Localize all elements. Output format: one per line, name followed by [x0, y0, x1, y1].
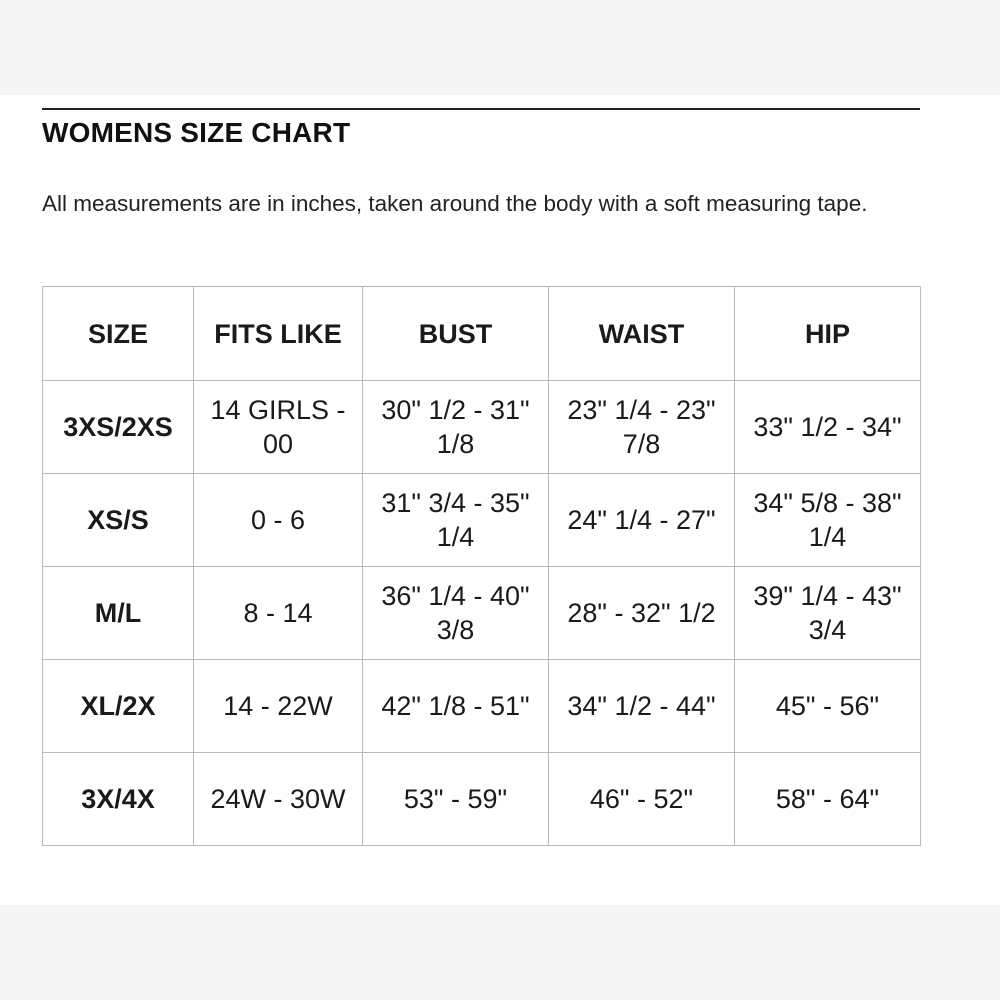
- table-header-row: [43, 287, 921, 381]
- cell-fits-like: 0 - 6: [194, 474, 363, 567]
- table-row: [43, 474, 921, 567]
- header-fits-like: FITS LIKE: [194, 287, 363, 381]
- cell-waist: 23" 1/4 - 23" 7/8: [549, 381, 735, 474]
- header-hip: HIP: [735, 287, 921, 381]
- cell-size: 3X/4X: [43, 753, 194, 846]
- size-table: [42, 286, 921, 846]
- header-size: SIZE: [43, 287, 194, 381]
- cell-bust: 31" 3/4 - 35" 1/4: [363, 474, 549, 567]
- header-bust: BUST: [363, 287, 549, 381]
- table-row: [43, 567, 921, 660]
- size-chart-page: [0, 95, 1000, 905]
- top-divider: [42, 108, 920, 110]
- cell-hip: 45" - 56": [735, 660, 921, 753]
- cell-waist: 24" 1/4 - 27": [549, 474, 735, 567]
- cell-hip: 58" - 64": [735, 753, 921, 846]
- table-row: [43, 381, 921, 474]
- cell-size: XS/S: [43, 474, 194, 567]
- page-title: WOMENS SIZE CHART: [42, 117, 351, 148]
- cell-size: 3XS/2XS: [43, 381, 194, 474]
- cell-bust: 36" 1/4 - 40" 3/8: [363, 567, 549, 660]
- cell-waist: 46" - 52": [549, 753, 735, 846]
- cell-fits-like: 14 - 22W: [194, 660, 363, 753]
- cell-waist: 34" 1/2 - 44": [549, 660, 735, 753]
- cell-bust: 53" - 59": [363, 753, 549, 846]
- cell-size: XL/2X: [43, 660, 194, 753]
- cell-waist: 28" - 32" 1/2: [549, 567, 735, 660]
- cell-bust: 42" 1/8 - 51": [363, 660, 549, 753]
- cell-size: M/L: [43, 567, 194, 660]
- intro-text: All measurements are in inches, taken around the body with a soft measuring tape.: [42, 191, 868, 216]
- table-row: [43, 660, 921, 753]
- cell-hip: 39" 1/4 - 43" 3/4: [735, 567, 921, 660]
- cell-hip: 34" 5/8 - 38" 1/4: [735, 474, 921, 567]
- cell-fits-like: 14 GIRLS - 00: [194, 381, 363, 474]
- cell-fits-like: 8 - 14: [194, 567, 363, 660]
- header-waist: WAIST: [549, 287, 735, 381]
- cell-bust: 30" 1/2 - 31" 1/8: [363, 381, 549, 474]
- table-row: [43, 753, 921, 846]
- cell-hip: 33" 1/2 - 34": [735, 381, 921, 474]
- cell-fits-like: 24W - 30W: [194, 753, 363, 846]
